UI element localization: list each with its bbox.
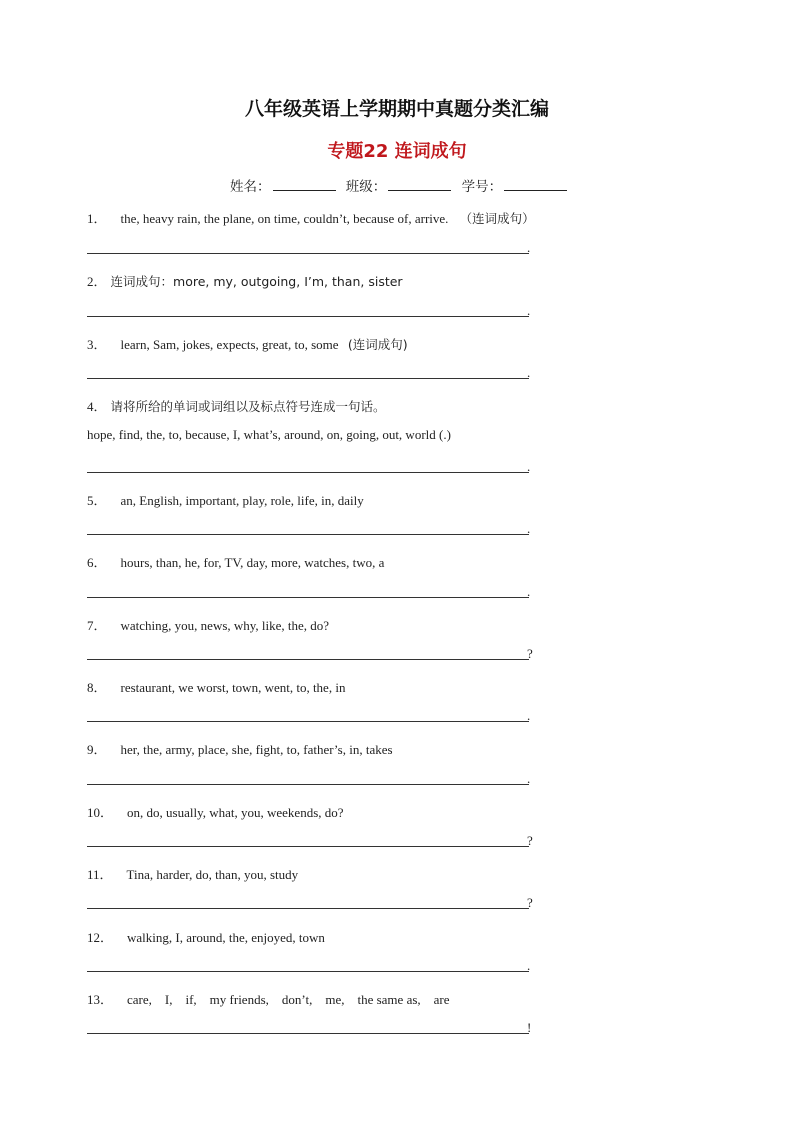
name-field[interactable] — [230, 175, 336, 195]
answer-line-10[interactable] — [87, 846, 529, 847]
question-note: （连词成句） — [459, 211, 535, 226]
question-number: 6． — [87, 555, 107, 570]
question-12 — [87, 927, 325, 946]
answer-end-punct-6: . — [527, 584, 531, 599]
question-words: watching, you, news, why, like, the, do? — [120, 618, 330, 633]
question-words: learn, Sam, jokes, expects, great, to, some — [120, 337, 339, 352]
answer-line-9[interactable] — [87, 784, 529, 785]
question-11 — [87, 864, 298, 883]
answer-end-punct-9: . — [527, 771, 531, 786]
question-number: 13． — [87, 992, 114, 1007]
question-words: walking, I, around, the, enjoyed, town — [127, 930, 325, 945]
answer-line-8[interactable] — [87, 721, 529, 722]
answer-end-punct-11: ? — [527, 895, 533, 910]
answer-end-punct-3: . — [527, 365, 531, 380]
answer-line-12[interactable] — [87, 971, 529, 972]
student-info-row — [230, 175, 573, 195]
question-13 — [87, 989, 450, 1008]
page-subtitle: 专题22 连词成句 — [327, 141, 467, 162]
answer-line-13[interactable] — [87, 1033, 529, 1034]
question-7 — [87, 615, 329, 634]
class-blank[interactable] — [388, 176, 451, 191]
question-5 — [87, 490, 364, 509]
answer-line-7[interactable] — [87, 659, 529, 660]
question-9 — [87, 739, 393, 758]
answer-line-3[interactable] — [87, 378, 529, 379]
question-words: the, heavy rain, the plane, on time, couldn’t, because of, arrive. — [120, 211, 449, 226]
answer-line-4[interactable] — [87, 472, 529, 473]
name-blank[interactable] — [273, 176, 336, 191]
question-number: 8． — [87, 680, 107, 695]
question-6 — [87, 552, 384, 571]
name-label: 姓名： — [230, 179, 271, 195]
answer-line-5[interactable] — [87, 534, 529, 535]
question-number: 2． — [87, 274, 107, 289]
student-id-blank[interactable] — [504, 176, 567, 191]
question-4-words: hope, find, the, to, because, I, what’s, around, on, going, out, world (.) — [87, 427, 451, 442]
student-id-field[interactable] — [462, 175, 568, 195]
question-number: 7． — [87, 618, 107, 633]
answer-end-punct-7: ? — [527, 646, 533, 661]
answer-line-2[interactable] — [87, 316, 529, 317]
question-words: hours, than, he, for, TV, day, more, watches, two, a — [120, 555, 385, 570]
question-words: care, I, if, my friends, don’t, me, the same as, are — [127, 992, 450, 1007]
question-words: her, the, army, place, she, fight, to, father’s, in, takes — [120, 742, 393, 757]
answer-line-11[interactable] — [87, 908, 529, 909]
question-note: (连词成句) — [347, 337, 408, 352]
page-title: 八年级英语上学期期中真题分类汇编 — [244, 98, 549, 120]
answer-end-punct-8: . — [527, 708, 531, 723]
answer-end-punct-13: ! — [527, 1020, 532, 1035]
question-words: an, English, important, play, role, life, in, daily — [120, 493, 364, 508]
answer-end-punct-5: . — [527, 521, 531, 536]
answer-line-6[interactable] — [87, 597, 529, 598]
question-number: 5． — [87, 493, 107, 508]
question-number: 12． — [87, 930, 114, 945]
question-instruction: 请将所给的单词或词组以及标点符号连成一句话。 — [110, 399, 386, 414]
answer-line-1[interactable] — [87, 253, 529, 254]
question-10 — [87, 802, 344, 821]
question-words: 连词成句：more, my, outgoing, I’m, than, sister — [110, 274, 403, 289]
question-number: 1． — [87, 211, 107, 226]
question-words: restaurant, we worst, town, went, to, the, in — [120, 680, 346, 695]
student-id-label: 学号： — [461, 179, 503, 195]
question-number: 10． — [87, 805, 114, 820]
answer-end-punct-12: . — [527, 958, 531, 973]
answer-end-punct-4: . — [527, 459, 531, 474]
question-4 — [87, 396, 386, 415]
question-2 — [87, 271, 403, 290]
question-words: on, do, usually, what, you, weekends, do? — [127, 805, 344, 820]
answer-end-punct-2: . — [527, 303, 531, 318]
question-number: 3． — [87, 337, 107, 352]
class-label: 班级： — [345, 179, 387, 195]
answer-end-punct-10: ? — [527, 833, 533, 848]
question-number: 11． — [87, 867, 113, 882]
question-8 — [87, 677, 345, 696]
class-field[interactable] — [346, 175, 452, 195]
question-number: 9． — [87, 742, 107, 757]
question-number: 4． — [87, 399, 107, 414]
question-1 — [87, 208, 535, 227]
answer-end-punct-1: . — [527, 240, 531, 255]
question-words: Tina, harder, do, than, you, study — [126, 867, 299, 882]
question-3 — [87, 334, 408, 353]
